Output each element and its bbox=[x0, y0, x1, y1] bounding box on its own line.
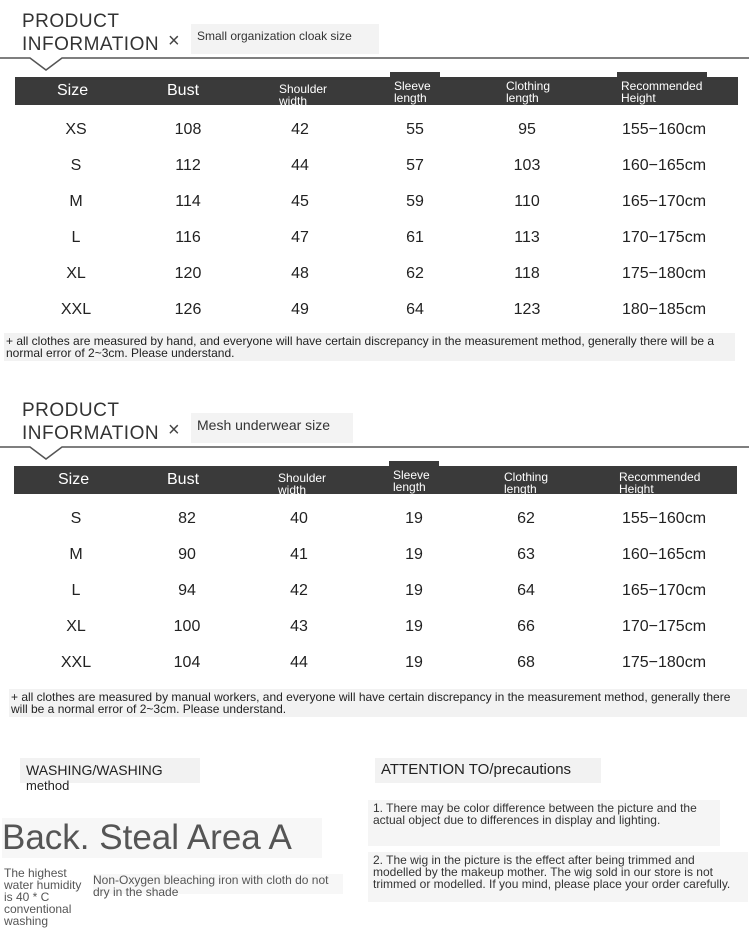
measurement-note: + all clothes are measured by hand, and everyone will have certain discrepancy in the measurement method, generally there will be a normal error of 2~3cm. Please understand. bbox=[4, 333, 735, 361]
table-cell: 19 bbox=[405, 618, 423, 635]
table-cell: 62 bbox=[517, 510, 535, 527]
table-cell: 108 bbox=[174, 121, 202, 138]
table-cell: 64 bbox=[406, 301, 424, 318]
table-cell: 48 bbox=[291, 265, 309, 282]
cross-icon: × bbox=[168, 419, 180, 441]
divider-rule-icon bbox=[0, 48, 749, 74]
table-cell: 66 bbox=[517, 618, 535, 635]
table-cell: 103 bbox=[513, 157, 541, 174]
table-cell: 120 bbox=[174, 265, 202, 282]
table-cell: 114 bbox=[175, 193, 201, 210]
header-clothing-line1: Clothing bbox=[504, 470, 549, 484]
table-cell: L bbox=[71, 229, 81, 246]
table-cell: 90 bbox=[178, 546, 196, 563]
header-height-line2: Height bbox=[619, 482, 654, 496]
section-subtitle: Small organization cloak size bbox=[191, 24, 379, 54]
header-size: Size bbox=[57, 82, 89, 99]
table-cell: 19 bbox=[405, 510, 423, 527]
table-cell: 95 bbox=[518, 121, 536, 138]
header-clothing-line2: length bbox=[504, 482, 537, 496]
header-sleeve-line1: Sleeve bbox=[394, 79, 431, 93]
header-tab bbox=[389, 461, 439, 467]
table-cell: 64 bbox=[517, 582, 535, 599]
table-cell: 68 bbox=[517, 654, 535, 671]
washing-subtitle: method bbox=[26, 778, 70, 793]
header-shoulder-line1: Shoulder bbox=[279, 82, 328, 96]
table-cell: 165−170cm bbox=[621, 582, 707, 599]
header-clothing bbox=[504, 471, 548, 495]
attention-item-2: 2. The wig in the picture is the effect after being trimmed and modelled by the makeup mother. The wig sold in our store is not trimmed or modelled. If you mind, please place your order carefully. bbox=[368, 852, 748, 902]
header-bust: Bust bbox=[167, 82, 200, 99]
divider-rule-icon bbox=[0, 437, 749, 463]
table-cell: 63 bbox=[517, 546, 535, 563]
header-sleeve-line2: length bbox=[393, 480, 426, 494]
washing-note-temperature: The highest water humidity is 40 * C conventional washing bbox=[4, 866, 82, 928]
table-cell: 57 bbox=[406, 157, 424, 174]
header-height bbox=[619, 471, 700, 495]
size-section-cloak bbox=[0, 0, 749, 370]
header-shoulder-line2: width bbox=[279, 94, 308, 108]
table-cell: 61 bbox=[406, 229, 424, 246]
table-header bbox=[15, 77, 738, 108]
header-shoulder bbox=[279, 83, 327, 107]
title-line-1: PRODUCT bbox=[22, 11, 120, 32]
title-line-2: INFORMATION bbox=[22, 423, 160, 444]
table-cell: 170−175cm bbox=[621, 618, 707, 635]
table-cell: 165−170cm bbox=[621, 193, 707, 210]
table-cell: M bbox=[69, 193, 83, 210]
table-cell: 19 bbox=[405, 546, 423, 563]
table-cell: 123 bbox=[513, 301, 541, 318]
washing-note-bleach: Non-Oxygen bleaching iron with cloth do not dry in the shade bbox=[93, 874, 343, 894]
table-cell: 42 bbox=[291, 121, 309, 138]
table-header bbox=[14, 466, 737, 497]
table-cell: 55 bbox=[406, 121, 424, 138]
table-cell: 126 bbox=[174, 301, 202, 318]
table-cell: 44 bbox=[291, 157, 309, 174]
table-cell: 175−180cm bbox=[621, 654, 707, 671]
table-cell: XXL bbox=[60, 654, 92, 671]
header-tab bbox=[617, 72, 707, 78]
header-sleeve bbox=[393, 469, 430, 493]
measurement-note: + all clothes are measured by manual workers, and everyone will have certain discrepancy in the measurement method, generally there will be a normal error of 2~3cm. Please understand. bbox=[9, 689, 747, 717]
table-cell: 44 bbox=[290, 654, 308, 671]
table-cell: 113 bbox=[514, 229, 540, 246]
table-cell: XL bbox=[66, 265, 86, 282]
table-cell: 104 bbox=[173, 654, 201, 671]
table-cell: 47 bbox=[291, 229, 309, 246]
table-cell: XL bbox=[66, 618, 86, 635]
table-cell: XS bbox=[65, 121, 87, 138]
title-line-1: PRODUCT bbox=[22, 400, 120, 421]
header-shoulder-line2: width bbox=[278, 483, 307, 497]
table-cell: 170−175cm bbox=[621, 229, 707, 246]
attention-item-1: 1. There may be color difference between the picture and the actual object due to differences in display and lighting. bbox=[368, 800, 720, 846]
table-cell: 45 bbox=[291, 193, 309, 210]
title-line-2: INFORMATION bbox=[22, 34, 160, 55]
table-cell: 62 bbox=[406, 265, 424, 282]
table-cell: 59 bbox=[406, 193, 424, 210]
attention-title: ATTENTION TO/precautions bbox=[375, 758, 601, 783]
header-shoulder-line1: Shoulder bbox=[278, 471, 327, 485]
size-section-mesh bbox=[0, 389, 749, 729]
table-cell: 110 bbox=[514, 193, 540, 210]
table-cell: 49 bbox=[291, 301, 309, 318]
header-sleeve bbox=[394, 80, 431, 104]
header-height bbox=[621, 80, 702, 104]
table-cell: 116 bbox=[175, 229, 201, 246]
table-cell: 19 bbox=[405, 654, 423, 671]
table-cell: 82 bbox=[178, 510, 196, 527]
table-cell: S bbox=[70, 157, 82, 174]
table-cell: L bbox=[71, 582, 81, 599]
table-cell: 175−180cm bbox=[621, 265, 707, 282]
header-shoulder bbox=[278, 472, 326, 496]
header-clothing-line1: Clothing bbox=[506, 79, 551, 93]
table-cell: 118 bbox=[514, 265, 540, 282]
header-sleeve-line2: length bbox=[394, 91, 427, 105]
table-cell: 100 bbox=[173, 618, 201, 635]
header-clothing-line2: length bbox=[506, 91, 539, 105]
header-height-line1: Recommended bbox=[619, 470, 701, 484]
header-height-line1: Recommended bbox=[621, 79, 703, 93]
header-bust: Bust bbox=[167, 471, 200, 488]
washing-title: WASHING/WASHING bbox=[20, 758, 200, 783]
table-cell: 40 bbox=[290, 510, 308, 527]
header-tab bbox=[390, 72, 440, 78]
table-cell: 180−185cm bbox=[621, 301, 707, 318]
table-cell: XXL bbox=[60, 301, 92, 318]
header-size: Size bbox=[58, 471, 90, 488]
table-cell: 94 bbox=[178, 582, 196, 599]
header-height-line2: Height bbox=[621, 91, 656, 105]
table-cell: S bbox=[70, 510, 82, 527]
table-cell: 155−160cm bbox=[621, 121, 707, 138]
table-cell: 43 bbox=[290, 618, 308, 635]
table-cell: 155−160cm bbox=[621, 510, 707, 527]
cross-icon: × bbox=[168, 30, 180, 52]
header-clothing bbox=[506, 80, 550, 104]
table-cell: 19 bbox=[405, 582, 423, 599]
table-cell: 160−165cm bbox=[621, 157, 707, 174]
section-subtitle: Mesh underwear size bbox=[191, 413, 353, 443]
table-cell: 41 bbox=[290, 546, 308, 563]
header-sleeve-line1: Sleeve bbox=[393, 468, 430, 482]
table-cell: M bbox=[69, 546, 83, 563]
table-cell: 112 bbox=[175, 157, 201, 174]
table-cell: 160−165cm bbox=[621, 546, 707, 563]
washing-big-text: Back. Steal Area A bbox=[2, 818, 322, 858]
table-cell: 42 bbox=[290, 582, 308, 599]
